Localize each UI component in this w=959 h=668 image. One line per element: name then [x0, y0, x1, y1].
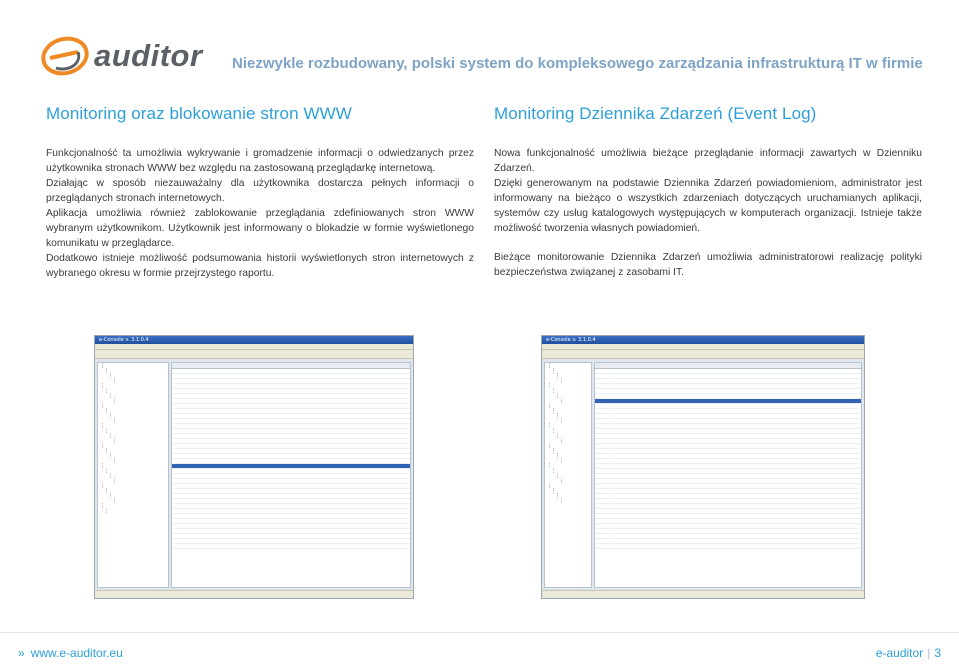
- screenshot-statusbar: [95, 590, 413, 598]
- footer-separator: |: [927, 646, 931, 660]
- left-paragraph: Dodatkowo istnieje możliwość podsumowania historii wyświetlonych stron internetowych z wybranego okresu w formie przejrzystego raportu.: [46, 253, 474, 279]
- right-paragraph: Nowa funkcjonalność umożliwia bieżące przeglądanie informacji zawartych w Dzienniku Zdarzeń.: [494, 148, 922, 174]
- right-paragraph: Bieżące monitorowanie Dziennika Zdarzeń umożliwia administratorowi realizację polityki bezpieczeństwa związanej z zasobami IT.: [494, 252, 922, 278]
- screenshot-tree-panel: [544, 362, 592, 588]
- tagline: Niezwykle rozbudowany, polski system do kompleksowego zarządzania infrastrukturą IT w firmie: [232, 55, 923, 72]
- e-auditor-logo: [38, 30, 203, 80]
- footer-url-block: [18, 646, 123, 660]
- footer-url-link[interactable]: www.e-auditor.eu: [30, 646, 123, 660]
- screenshot-tree-node: [106, 508, 168, 513]
- screenshot-tree-panel: [97, 362, 169, 588]
- screenshot-titlebar: [542, 336, 864, 344]
- web-monitoring-screenshot: [94, 335, 414, 599]
- logo-e-icon: [38, 32, 96, 78]
- left-title: Monitoring oraz blokowanie stron WWW: [46, 104, 352, 123]
- screenshot-grid-row: [172, 544, 410, 549]
- footer-divider: [0, 632, 959, 633]
- right-paragraph: Dzięki generowanym na podstawie Dziennika Zdarzeń powiadomieniom, administrator jest informowany na bieżąco o wszystkich zdarzeniach dotyczących uruchamianych aplikacji, systemów czy usług katalogowych występujących w komputerach organizacji. Istnieje także możliwość tworzenia własnych powiadomień.: [494, 178, 922, 234]
- event-log-screenshot: [541, 335, 865, 599]
- footer-page-block: [876, 646, 941, 660]
- left-paragraph: Działając w sposób niezauważalny dla użytkownika dostarcza pełnych informacji o przeglądanych stronach internetowych.: [46, 178, 474, 204]
- screenshot-titlebar: [95, 336, 413, 344]
- right-body: [494, 146, 922, 280]
- footer-brand: e-auditor: [875, 646, 924, 660]
- right-title: Monitoring Dziennika Zdarzeń (Event Log): [494, 104, 817, 123]
- screenshot-statusbar: [542, 590, 864, 598]
- screenshot-grid-row: [595, 544, 861, 549]
- left-column: [46, 104, 474, 281]
- screenshot-window-title: e-Console v. 3.1.0.4: [546, 337, 596, 343]
- logo-text: auditor: [94, 38, 203, 73]
- footer-arrows-icon: »: [18, 646, 25, 660]
- screenshot-grid: [594, 362, 862, 588]
- screenshot-toolbar: [542, 350, 864, 359]
- right-column: [494, 104, 922, 280]
- screenshot-toolbar: [95, 350, 413, 359]
- screenshot-body: [542, 360, 864, 590]
- paragraph-gap: [494, 236, 922, 250]
- page-number: 3: [934, 646, 941, 660]
- left-paragraph: Aplikacja umożliwia również zablokowanie przeglądania zdefiniowanych stron WWW wybranym użytkownikom. Użytkownik jest informowany o blokadzie w formie wyświetlonego komunikatu w przeglądarce.: [46, 208, 474, 249]
- screenshot-grid: [171, 362, 411, 588]
- screenshot-window-title: e-Console v. 3.1.0.4: [99, 337, 149, 343]
- left-body: [46, 146, 474, 281]
- screenshot-body: [95, 360, 413, 590]
- screenshot-tree-node: [561, 498, 591, 503]
- left-paragraph: Funkcjonalność ta umożliwia wykrywanie i gromadzenie informacji o odwiedzanych przez użytkownika stronach WWW bez względu na zastosowaną przeglądarkę internetową.: [46, 148, 474, 174]
